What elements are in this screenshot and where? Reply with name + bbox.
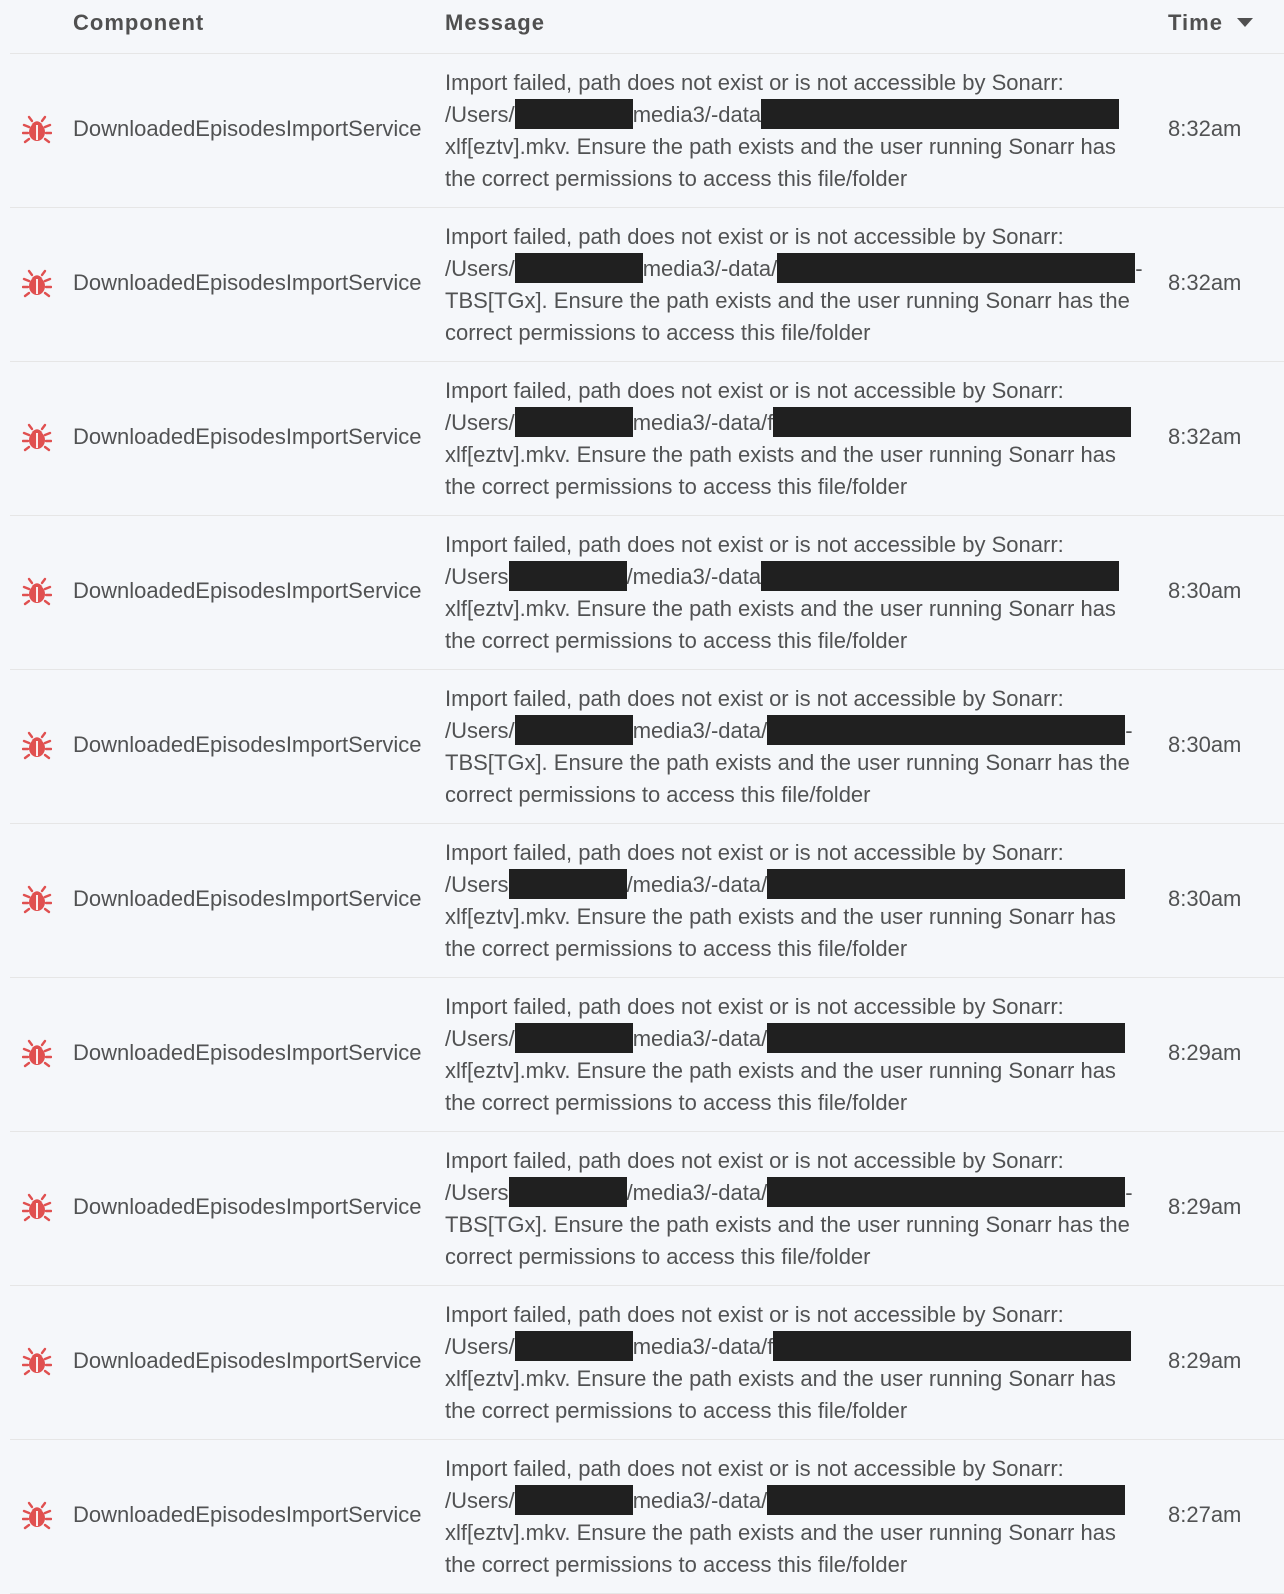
bug-icon (22, 576, 52, 606)
message-line-3: TBS[TGx]. Ensure the path exists and the user running Sonarr has the (445, 288, 1130, 313)
path-start: /Users/ (445, 1488, 515, 1513)
log-message (445, 529, 1135, 657)
redacted-username (515, 407, 633, 437)
log-message (445, 1299, 1135, 1427)
column-header-time-label: Time (1168, 10, 1223, 35)
log-time: 8:30am (1168, 578, 1242, 603)
message-line-3: xlf[eztv].mkv. Ensure the path exists and the user running Sonarr has (445, 442, 1116, 467)
component-name: DownloadedEpisodesImportService (73, 1348, 422, 1373)
bug-icon (22, 1346, 52, 1376)
message-path-line (445, 99, 1135, 131)
redacted-username (509, 561, 627, 591)
message-line-3: xlf[eztv].mkv. Ensure the path exists and the user running Sonarr has (445, 1520, 1116, 1545)
log-time: 8:32am (1168, 424, 1242, 449)
redacted-username (515, 253, 643, 283)
message-line-4: the correct permissions to access this file/folder (445, 1398, 908, 1423)
message-line-1: Import failed, path does not exist or is not accessible by Sonarr: (445, 378, 1064, 403)
table-row[interactable] (10, 362, 1284, 516)
path-mid: media3/-data (632, 102, 762, 127)
path-end: - (1135, 256, 1143, 281)
path-mid: media3/-data/ (642, 256, 778, 281)
column-header-time[interactable] (1168, 10, 1253, 36)
sort-descending-icon (1237, 18, 1253, 27)
path-mid: media3/-data/ (632, 718, 768, 743)
path-end: - (1125, 718, 1133, 743)
column-header-message: Message (445, 10, 545, 35)
message-line-1: Import failed, path does not exist or is not accessible by Sonarr: (445, 532, 1064, 557)
bug-icon (22, 884, 52, 914)
message-line-4: the correct permissions to access this file/folder (445, 166, 908, 191)
log-message (445, 67, 1135, 195)
message-path-line (445, 407, 1135, 439)
redacted-filename (767, 715, 1125, 745)
path-start: /Users (445, 564, 509, 589)
path-start: /Users (445, 872, 509, 897)
bug-icon (22, 114, 52, 144)
path-mid: media3/-data/f (632, 410, 774, 435)
message-path-line (445, 561, 1135, 593)
log-message (445, 1453, 1135, 1581)
redacted-filename (761, 99, 1119, 129)
component-name: DownloadedEpisodesImportService (73, 1502, 422, 1527)
log-message (445, 1145, 1135, 1273)
redacted-username (515, 1023, 633, 1053)
message-line-3: xlf[eztv].mkv. Ensure the path exists and the user running Sonarr has (445, 904, 1116, 929)
path-start: /Users/ (445, 718, 515, 743)
table-row[interactable] (10, 1286, 1284, 1440)
table-row[interactable] (10, 978, 1284, 1132)
message-line-3: xlf[eztv].mkv. Ensure the path exists and the user running Sonarr has (445, 1058, 1116, 1083)
log-time: 8:27am (1168, 1502, 1242, 1527)
message-line-3: TBS[TGx]. Ensure the path exists and the user running Sonarr has the (445, 750, 1130, 775)
message-line-1: Import failed, path does not exist or is not accessible by Sonarr: (445, 994, 1064, 1019)
message-line-4: the correct permissions to access this file/folder (445, 936, 908, 961)
table-body (10, 54, 1284, 1594)
log-time: 8:32am (1168, 116, 1242, 141)
table-row[interactable] (10, 670, 1284, 824)
log-table (10, 0, 1284, 1594)
bug-icon (22, 730, 52, 760)
message-line-1: Import failed, path does not exist or is not accessible by Sonarr: (445, 1302, 1064, 1327)
column-header-component: Component (73, 10, 205, 35)
message-line-4: correct permissions to access this file/folder (445, 1244, 871, 1269)
log-time: 8:29am (1168, 1348, 1242, 1373)
redacted-filename (767, 1177, 1125, 1207)
bug-icon (22, 268, 52, 298)
redacted-filename (761, 561, 1119, 591)
component-name: DownloadedEpisodesImportService (73, 732, 422, 757)
log-time: 8:30am (1168, 886, 1242, 911)
path-start: /Users/ (445, 256, 515, 281)
path-start: /Users/ (445, 1026, 515, 1051)
message-line-1: Import failed, path does not exist or is not accessible by Sonarr: (445, 70, 1064, 95)
table-header (10, 0, 1284, 54)
table-row[interactable] (10, 516, 1284, 670)
message-path-line (445, 1177, 1135, 1209)
message-line-3: xlf[eztv].mkv. Ensure the path exists and the user running Sonarr has (445, 596, 1116, 621)
message-path-line (445, 869, 1135, 901)
message-line-3: xlf[eztv].mkv. Ensure the path exists and the user running Sonarr has (445, 134, 1116, 159)
message-line-1: Import failed, path does not exist or is not accessible by Sonarr: (445, 686, 1064, 711)
path-start: /Users/ (445, 1334, 515, 1359)
path-mid: media3/-data/ (632, 1026, 768, 1051)
component-name: DownloadedEpisodesImportService (73, 578, 422, 603)
message-line-1: Import failed, path does not exist or is not accessible by Sonarr: (445, 840, 1064, 865)
log-message (445, 375, 1135, 503)
redacted-filename (767, 1023, 1125, 1053)
log-time: 8:29am (1168, 1040, 1242, 1065)
bug-icon (22, 1038, 52, 1068)
redacted-username (509, 869, 627, 899)
path-start: /Users/ (445, 410, 515, 435)
redacted-username (515, 715, 633, 745)
message-line-3: xlf[eztv].mkv. Ensure the path exists and the user running Sonarr has (445, 1366, 1116, 1391)
path-end: - (1125, 1180, 1133, 1205)
message-path-line (445, 1023, 1135, 1055)
table-row[interactable] (10, 1440, 1284, 1594)
message-line-4: correct permissions to access this file/folder (445, 782, 871, 807)
redacted-username (515, 1331, 633, 1361)
message-path-line (445, 253, 1143, 285)
component-name: DownloadedEpisodesImportService (73, 886, 422, 911)
redacted-username (515, 1485, 633, 1515)
message-line-4: the correct permissions to access this file/folder (445, 1090, 908, 1115)
message-path-line (445, 1331, 1135, 1363)
path-start: /Users/ (445, 102, 515, 127)
log-message (445, 837, 1135, 965)
message-line-1: Import failed, path does not exist or is not accessible by Sonarr: (445, 224, 1064, 249)
component-name: DownloadedEpisodesImportService (73, 1194, 422, 1219)
message-line-1: Import failed, path does not exist or is not accessible by Sonarr: (445, 1148, 1064, 1173)
message-line-3: TBS[TGx]. Ensure the path exists and the user running Sonarr has the (445, 1212, 1130, 1237)
redacted-username (509, 1177, 627, 1207)
message-path-line (445, 715, 1135, 747)
bug-icon (22, 1192, 52, 1222)
redacted-filename (767, 1485, 1125, 1515)
bug-icon (22, 1500, 52, 1530)
path-mid: /media3/-data/ (626, 872, 768, 897)
redacted-username (515, 99, 633, 129)
log-message (445, 221, 1143, 349)
redacted-filename (767, 869, 1125, 899)
redacted-filename (773, 1331, 1131, 1361)
table-row[interactable] (10, 54, 1284, 208)
message-line-1: Import failed, path does not exist or is not accessible by Sonarr: (445, 1456, 1064, 1481)
path-mid: /media3/-data/ (626, 1180, 768, 1205)
component-name: DownloadedEpisodesImportService (73, 270, 422, 295)
table-row[interactable] (10, 208, 1284, 362)
log-time: 8:29am (1168, 1194, 1242, 1219)
table-row[interactable] (10, 1132, 1284, 1286)
component-name: DownloadedEpisodesImportService (73, 1040, 422, 1065)
component-name: DownloadedEpisodesImportService (73, 424, 422, 449)
message-line-4: the correct permissions to access this file/folder (445, 628, 908, 653)
bug-icon (22, 422, 52, 452)
path-mid: media3/-data/ (632, 1488, 768, 1513)
message-line-4: the correct permissions to access this file/folder (445, 474, 908, 499)
log-time: 8:32am (1168, 270, 1242, 295)
table-row[interactable] (10, 824, 1284, 978)
component-name: DownloadedEpisodesImportService (73, 116, 422, 141)
message-path-line (445, 1485, 1135, 1517)
log-time: 8:30am (1168, 732, 1242, 757)
redacted-filename (777, 253, 1135, 283)
log-message (445, 683, 1135, 811)
path-mid: /media3/-data (626, 564, 762, 589)
redacted-filename (773, 407, 1131, 437)
message-line-4: correct permissions to access this file/folder (445, 320, 871, 345)
path-mid: media3/-data/f (632, 1334, 774, 1359)
message-line-4: the correct permissions to access this file/folder (445, 1552, 908, 1577)
log-message (445, 991, 1135, 1119)
path-start: /Users (445, 1180, 509, 1205)
